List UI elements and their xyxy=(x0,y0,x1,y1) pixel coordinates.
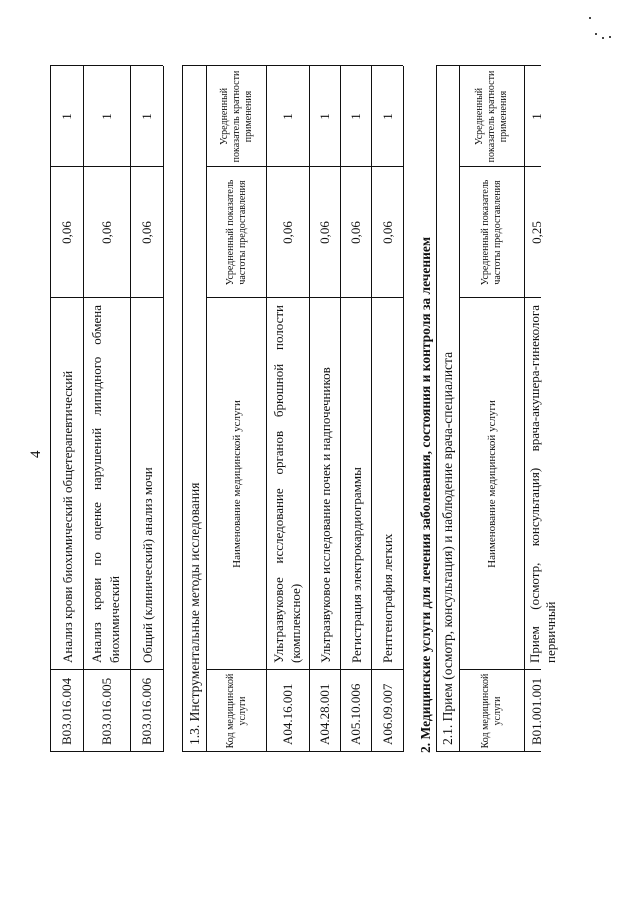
service-name-line1: Ультразвуковое исследование органов брюшной полости xyxy=(271,305,286,663)
header-multiplicity: Усредненный показатель кратности применения xyxy=(474,70,509,163)
header-name: Наименование медицинской услуги xyxy=(486,400,498,568)
frequency-value: 0,06 xyxy=(139,221,154,244)
service-code: A05.10.006 xyxy=(348,683,363,745)
multiplicity-value: 1 xyxy=(529,113,544,120)
multiplicity-value: 1 xyxy=(99,113,114,120)
service-code: B03.016.005 xyxy=(99,677,114,745)
frequency-value: 0,06 xyxy=(280,221,295,244)
section-subtitle: 2.1. Прием (осмотр, консультация) и наблюдение врача-специалиста xyxy=(440,351,455,745)
service-name: Общий (клинический) анализ мочи xyxy=(139,467,155,663)
frequency-value: 0,06 xyxy=(348,221,363,244)
service-name: Рентгенография легких xyxy=(380,533,395,663)
frequency-value: 0,06 xyxy=(379,221,395,244)
frequency-value: 0,06 xyxy=(99,221,114,244)
service-name-line2: (комплексное) xyxy=(288,583,303,663)
service-code: B03.016.006 xyxy=(139,677,154,745)
service-name-line2: биохимический xyxy=(107,575,122,663)
frequency-value: 0,25 xyxy=(529,221,544,244)
header-code: Код медицинской услуги xyxy=(480,673,503,749)
service-name-line1: Анализ крови по оценке нарушений липидного обмена xyxy=(89,305,104,663)
service-code: B03.016.004 xyxy=(59,677,74,745)
multiplicity-value: 1 xyxy=(379,113,395,120)
multiplicity-value: 1 xyxy=(59,113,74,120)
header-frequency: Усредненный показатель частоты предоставления xyxy=(224,179,248,286)
header-name: Наименование медицинской услуги xyxy=(230,400,243,568)
header-code: Код медицинской услуги xyxy=(224,673,248,749)
multiplicity-value: 1 xyxy=(280,113,295,120)
multiplicity-value: 1 xyxy=(317,113,332,120)
section-title: 2. Медицинские услуги для лечения заболевания, состояния и контроля за лечением xyxy=(418,236,433,753)
multiplicity-value: 1 xyxy=(348,113,363,120)
service-name: Ультразвуковое исследование почек и надпочечников xyxy=(317,367,333,663)
service-code: A04.16.001 xyxy=(280,683,295,745)
section-title: 1.3. Инструментальные методы исследования xyxy=(186,482,202,745)
service-code: A04.28.001 xyxy=(317,683,332,745)
service-code: B01.001.001 xyxy=(529,677,544,745)
header-frequency: Усредненный показатель частоты предоставления xyxy=(480,179,503,286)
page-number: 4 xyxy=(28,450,44,458)
header-multiplicity: Усредненный показатель кратности применения xyxy=(218,70,254,163)
service-name: Анализ крови биохимический общетерапевтический xyxy=(59,370,75,663)
service-name: Регистрация электрокардиограммы xyxy=(348,467,364,663)
service-name-line1: Прием (осмотр, консультация) врача-акушера-гинеколога xyxy=(527,305,542,663)
service-code: A06.09.007 xyxy=(379,683,395,745)
frequency-value: 0,06 xyxy=(59,221,74,244)
service-name-line2: первичный xyxy=(543,601,558,663)
frequency-value: 0,06 xyxy=(317,221,332,244)
multiplicity-value: 1 xyxy=(139,113,154,120)
